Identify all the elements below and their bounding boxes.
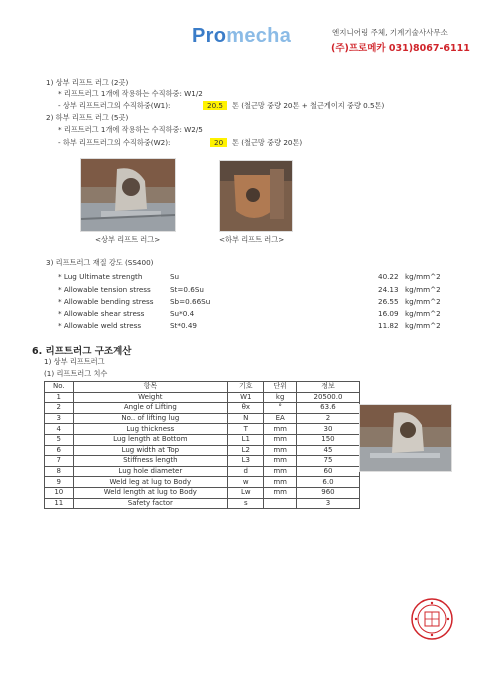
table-row: [45, 434, 360, 445]
col-symbol-header: 기호: [228, 382, 264, 393]
table-row: [45, 403, 360, 414]
lug-dimension-table: [44, 381, 360, 509]
material-formula: St*0.49: [170, 321, 197, 330]
section2-load-unit: 톤 (철근망 중량 20톤): [232, 138, 303, 147]
section2-load-label: - 하부 리프트러그의 수직하중(W2):: [58, 138, 171, 147]
cell-unit: mm: [264, 456, 296, 467]
cell-item: Weld length at lug to Body: [73, 487, 228, 498]
cell-value: 3: [296, 498, 359, 509]
lower-lug-caption: <하부 리프트 러그>: [219, 235, 285, 244]
cell-no: 6: [45, 445, 74, 456]
cell-item: No.. of lifting lug: [73, 413, 228, 424]
cell-value: 6.0: [296, 477, 359, 488]
section1-title: 1) 상부 리프트 러그 (2곳): [46, 78, 129, 87]
material-name: * Allowable tension stress: [58, 285, 151, 294]
section2-load-value: 20: [210, 138, 227, 147]
cell-unit: mm: [264, 466, 296, 477]
cell-value: 150: [296, 434, 359, 445]
cell-symbol: w: [228, 477, 264, 488]
cell-unit: mm: [264, 487, 296, 498]
cell-unit: mm: [264, 424, 296, 435]
material-unit: kg/mm^2: [405, 309, 441, 318]
cell-item: Weight: [73, 392, 228, 403]
cell-unit: kg: [264, 392, 296, 403]
col-value-header: 정보: [296, 382, 359, 393]
cell-unit: °: [264, 403, 296, 414]
cell-value: 20500.0: [296, 392, 359, 403]
material-formula: Su: [170, 272, 180, 281]
col-item-header: 항목: [73, 382, 228, 393]
table-row: [45, 424, 360, 435]
table-row: [45, 477, 360, 488]
section1-load-label: - 상부 리프트러그의 수직하중(W1):: [58, 101, 171, 110]
material-unit: kg/mm^2: [405, 285, 441, 294]
cell-symbol: L2: [228, 445, 264, 456]
lower-lug-photo: [219, 160, 293, 232]
company-phone: (주)프로메카 031)8067-6111: [331, 43, 470, 54]
material-formula: Sb=0.66Su: [170, 297, 211, 306]
cell-value: 30: [296, 424, 359, 435]
material-name: * Allowable shear stress: [58, 309, 145, 318]
cell-value: 45: [296, 445, 359, 456]
cell-no: 3: [45, 413, 74, 424]
table-row: [45, 466, 360, 477]
cell-symbol: L1: [228, 434, 264, 445]
cell-value: 63.6: [296, 403, 359, 414]
material-unit: kg/mm^2: [405, 272, 441, 281]
cell-symbol: s: [228, 498, 264, 509]
cell-item: Lug width at Top: [73, 445, 228, 456]
upper-lug-caption: <상부 리프트 러그>: [95, 235, 161, 244]
table-header-row: [45, 382, 360, 393]
cell-symbol: θx: [228, 403, 264, 414]
cell-unit: mm: [264, 445, 296, 456]
upper-lug-detail-photo: [359, 404, 452, 472]
company-logo: Promecha: [192, 25, 292, 47]
cell-no: 10: [45, 487, 74, 498]
cell-symbol: W1: [228, 392, 264, 403]
material-name: * Allowable weld stress: [58, 321, 142, 330]
table-row: [45, 392, 360, 403]
cell-no: 7: [45, 456, 74, 467]
cell-no: 9: [45, 477, 74, 488]
cell-symbol: Lw: [228, 487, 264, 498]
cell-symbol: L3: [228, 456, 264, 467]
table-row: [45, 498, 360, 509]
material-name: * Allowable bending stress: [58, 297, 154, 306]
col-no-header: No.: [45, 382, 74, 393]
section1-note: * 리프트러그 1개에 작용하는 수직하중: W1/2: [58, 89, 203, 98]
cell-item: Weld leg at lug to Body: [73, 477, 228, 488]
cell-item: Safety factor: [73, 498, 228, 509]
section1-load-value: 20.5: [203, 101, 227, 110]
section1-load-unit: 톤 (철근망 중량 20톤 + 철근게이지 중량 0.5톤): [232, 101, 385, 110]
cell-item: Angle of Lifting: [73, 403, 228, 414]
material-value: 16.09: [378, 309, 399, 318]
material-formula: St=0.6Su: [170, 285, 204, 294]
material-formula: Su*0.4: [170, 309, 195, 318]
cell-unit: EA: [264, 413, 296, 424]
cell-no: 1: [45, 392, 74, 403]
cell-symbol: d: [228, 466, 264, 477]
material-value: 11.82: [378, 321, 399, 330]
cell-unit: [264, 498, 296, 509]
cell-item: Lug thickness: [73, 424, 228, 435]
table-row: [45, 445, 360, 456]
section3-title: 3) 리프트러그 재질 강도 (SS400): [46, 258, 154, 267]
section2-title: 2) 하부 리프트 러그 (5곳): [46, 113, 129, 122]
cell-unit: mm: [264, 434, 296, 445]
cell-no: 5: [45, 434, 74, 445]
material-name: * Lug Ultimate strength: [58, 272, 143, 281]
table-row: [45, 487, 360, 498]
company-description: 엔지니어링 주체, 기계기술사사무소: [332, 28, 448, 37]
section6-sub2: (1) 리프트러그 치수: [44, 369, 108, 378]
cell-value: 2: [296, 413, 359, 424]
upper-lug-photo: [80, 158, 176, 232]
cell-no: 8: [45, 466, 74, 477]
cell-value: 60: [296, 466, 359, 477]
cell-symbol: N: [228, 413, 264, 424]
cell-item: Stiffness length: [73, 456, 228, 467]
section2-note: * 리프트러그 1개에 작용하는 수직하중: W2/5: [58, 125, 203, 134]
cell-no: 4: [45, 424, 74, 435]
section6-title: 6. 리프트러그 구조계산: [32, 346, 132, 357]
table-row: [45, 413, 360, 424]
cell-value: 75: [296, 456, 359, 467]
cell-symbol: T: [228, 424, 264, 435]
material-unit: kg/mm^2: [405, 297, 441, 306]
cell-no: 2: [45, 403, 74, 414]
material-value: 26.55: [378, 297, 399, 306]
cell-value: 960: [296, 487, 359, 498]
material-value: 40.22: [378, 272, 399, 281]
table-row: [45, 456, 360, 467]
cell-item: Lug length at Bottom: [73, 434, 228, 445]
material-unit: kg/mm^2: [405, 321, 441, 330]
cell-no: 11: [45, 498, 74, 509]
material-value: 24.13: [378, 285, 399, 294]
company-seal-stamp: [410, 597, 454, 641]
section6-sub1: 1) 상부 리프트러그: [44, 357, 105, 366]
col-unit-header: 단위: [264, 382, 296, 393]
cell-item: Lug hole diameter: [73, 466, 228, 477]
cell-unit: mm: [264, 477, 296, 488]
